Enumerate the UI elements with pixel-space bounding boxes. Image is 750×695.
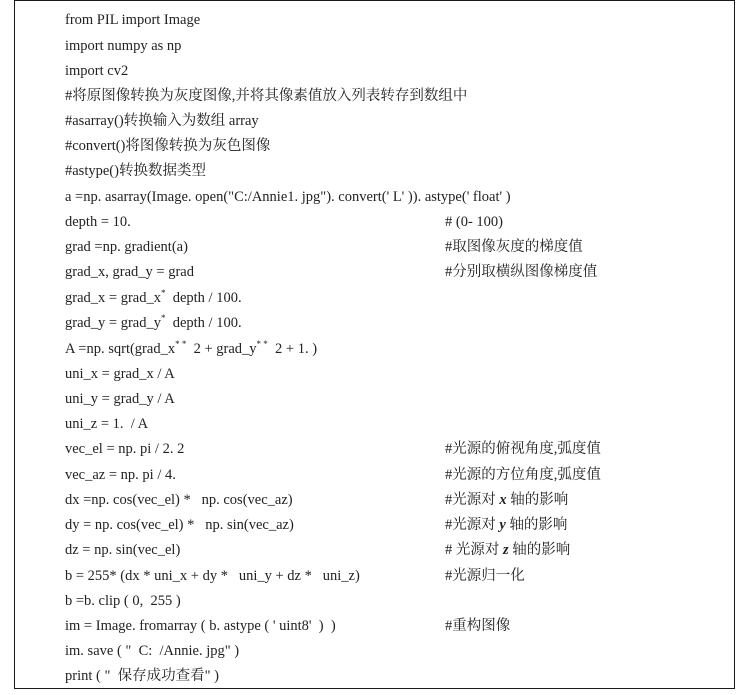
code-line: from PIL import Image	[65, 12, 201, 28]
code-comment: # (0- 100)	[445, 214, 503, 230]
axis-variable: x	[499, 492, 507, 508]
code-line: vec_el = np. pi / 2. 2	[65, 441, 185, 457]
axis-variable: y	[499, 517, 506, 533]
code-line	[65, 312, 242, 334]
code-line: vec_az = np. pi / 4.	[65, 467, 176, 483]
code-line: #astype()转换数据类型	[65, 163, 206, 179]
code-text: depth / 100.	[165, 290, 242, 306]
code-line: import cv2	[65, 63, 129, 79]
comment-text: 轴的影响	[506, 492, 569, 508]
code-line: dz = np. sin(vec_el)	[65, 542, 181, 558]
code-line: import numpy as np	[65, 38, 182, 54]
code-line: im. save ( " C: /Annie. jpg" )	[65, 643, 240, 659]
code-comment: #分别取横纵图像梯度值	[445, 264, 598, 280]
code-line: grad =np. gradient(a)	[65, 239, 188, 255]
comment-text: #光源对	[445, 517, 500, 533]
code-line	[65, 287, 242, 309]
comment-text: #光源对	[445, 492, 500, 508]
code-line: #convert()将图像转换为灰色图像	[65, 138, 271, 154]
code-line: depth = 10.	[65, 214, 131, 230]
code-comment: #取图像灰度的梯度值	[445, 239, 583, 255]
code-comment	[445, 539, 570, 561]
code-line: grad_x, grad_y = grad	[65, 264, 194, 280]
code-line: uni_z = 1. / A	[65, 416, 149, 432]
code-text: A =np. sqrt(grad_x	[65, 341, 176, 357]
code-line: #asarray()转换输入为数组 array	[65, 113, 259, 129]
code-line	[65, 338, 317, 360]
comment-text: 轴的影响	[505, 517, 568, 533]
code-line: #将原图像转换为灰度图像,并将其像素值放入列表转存到数组中	[65, 88, 468, 104]
axis-variable: z	[503, 542, 509, 558]
code-line: b = 255* (dx * uni_x + dy * uni_y + dz * uni_z)	[65, 568, 360, 584]
multiply-superscript: *	[160, 313, 166, 323]
comment-text: 轴的影响	[508, 542, 571, 558]
power-superscript: * *	[175, 339, 187, 349]
code-comment: #重构图像	[445, 618, 511, 634]
code-text: 2 + 1. )	[267, 341, 318, 357]
code-line: dx =np. cos(vec_el) * np. cos(vec_az)	[65, 492, 293, 508]
code-line: print ( " 保存成功查看" )	[65, 668, 220, 684]
code-line: im = Image. fromarray ( b. astype ( ' uint8' ) )	[65, 618, 336, 634]
code-comment	[445, 489, 568, 511]
code-comment: #光源归一化	[445, 568, 525, 584]
code-text: 2 + grad_y	[186, 341, 257, 357]
code-line: b =b. clip ( 0, 255 )	[65, 593, 181, 609]
code-line: a =np. asarray(Image. open("C:/Annie1. jpg"). convert(' L' )). astype(' float' )	[65, 189, 511, 205]
power-superscript: * *	[256, 339, 268, 349]
code-comment	[445, 514, 567, 536]
code-line: dy = np. cos(vec_el) * np. sin(vec_az)	[65, 517, 294, 533]
multiply-superscript: *	[160, 288, 166, 298]
code-comment: #光源的俯视角度,弧度值	[445, 441, 601, 457]
code-text: grad_x = grad_x	[65, 290, 161, 306]
code-line: uni_y = grad_y / A	[65, 391, 175, 407]
code-line: uni_x = grad_x / A	[65, 366, 175, 382]
comment-text: # 光源对	[445, 542, 503, 558]
code-text: grad_y = grad_y	[65, 315, 161, 331]
code-text: depth / 100.	[165, 315, 242, 331]
code-comment: #光源的方位角度,弧度值	[445, 467, 601, 483]
code-block	[14, 0, 735, 689]
